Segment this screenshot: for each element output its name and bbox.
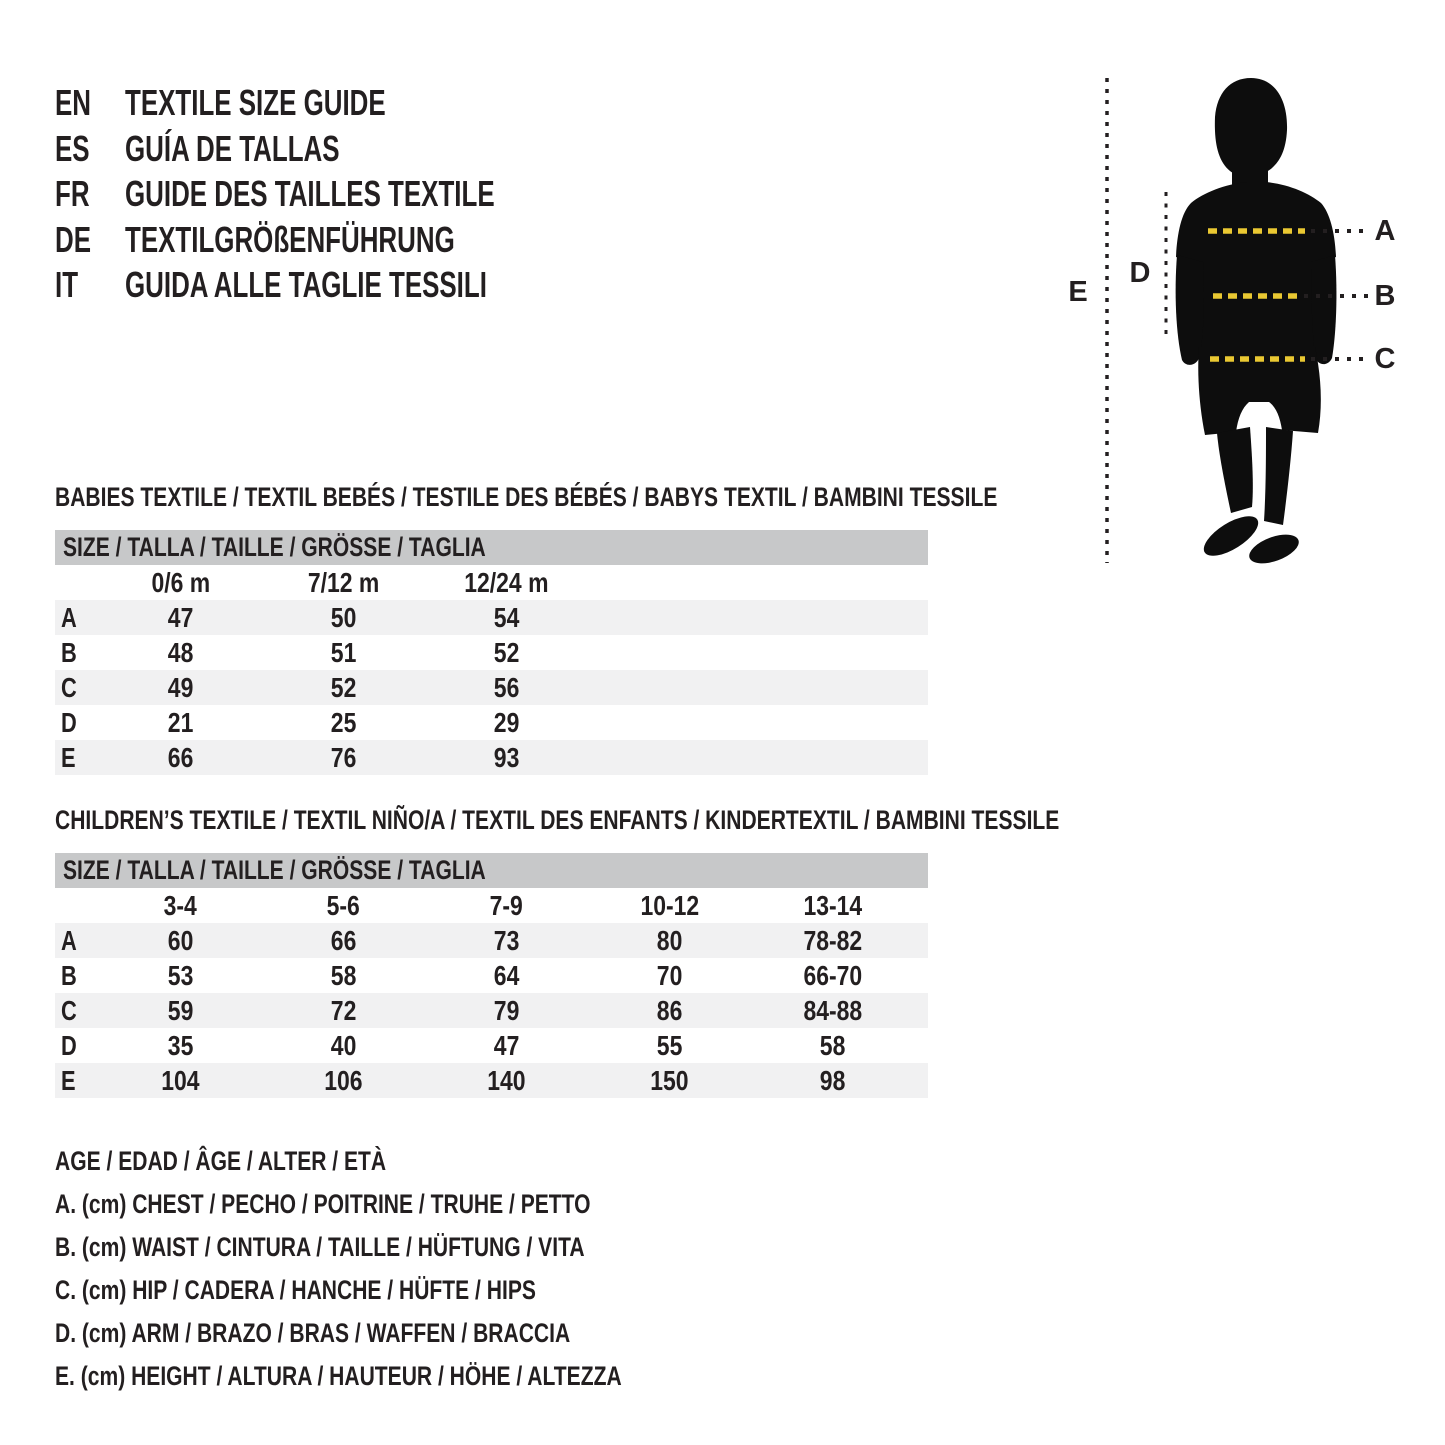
table-cell: 98 — [819, 1065, 846, 1096]
table-cell: 60 — [167, 925, 194, 956]
table-cell: 86 — [656, 995, 683, 1026]
babies-table-row-c — [55, 670, 928, 705]
legend-line-hip: C. (cm) HIP / CADERA / HANCHE / HÜFTE / HIPS — [55, 1275, 536, 1305]
table-cell: 70 — [656, 960, 683, 991]
table-cell: 51 — [330, 637, 357, 668]
legend-line-arm: D. (cm) ARM / BRAZO / BRAS / WAFFEN / BRACCIA — [55, 1318, 571, 1348]
figure-label-height: E — [1068, 276, 1088, 308]
children-column-header-row — [55, 888, 928, 923]
table-cell: 140 — [487, 1065, 526, 1096]
row-label-spacer — [55, 565, 99, 600]
language-code: IT — [55, 264, 79, 305]
language-code: ES — [55, 127, 90, 169]
guide-title-de: TEXTILGRÖßENFÜHRUNG — [125, 218, 455, 260]
guide-title-fr: GUIDE DES TAILLES TEXTILE — [125, 173, 495, 214]
table-cell: 53 — [167, 960, 194, 991]
table-cell: 35 — [167, 1030, 194, 1061]
table-cell: 104 — [161, 1065, 200, 1096]
table-cell: 66-70 — [803, 960, 862, 991]
guide-title-it: GUIDA ALLE TAGLIE TESSILI — [125, 264, 487, 305]
babies-table-row-b — [55, 635, 928, 670]
row-label: A — [61, 602, 77, 633]
table-cell: 66 — [167, 742, 194, 773]
table-cell: 93 — [493, 742, 520, 773]
table-cell: 21 — [167, 707, 194, 738]
table-cell: 58 — [330, 960, 357, 991]
table-cell: 66 — [330, 925, 357, 956]
children-size-table — [55, 853, 928, 1098]
table-cell: 64 — [493, 960, 520, 991]
table-cell: 76 — [330, 742, 357, 773]
row-label: B — [61, 637, 77, 668]
table-cell: 150 — [650, 1065, 689, 1096]
guide-title-es: GUÍA DE TALLAS — [125, 127, 340, 169]
table-cell: 54 — [493, 602, 520, 633]
table-cell: 58 — [819, 1030, 846, 1061]
table-cell: 73 — [493, 925, 520, 956]
column-header: 12/24 m — [464, 567, 549, 598]
table-cell: 50 — [330, 602, 357, 633]
table-cell: 29 — [493, 707, 520, 738]
children-table-row-b — [55, 958, 928, 993]
table-cell: 49 — [167, 672, 194, 703]
row-label: C — [61, 672, 77, 703]
column-header: 7/12 m — [307, 567, 380, 598]
row-label: B — [61, 960, 77, 991]
table-cell: 52 — [493, 637, 520, 668]
silhouette-right-leg — [1264, 427, 1293, 525]
silhouette-right-shoe — [1245, 529, 1302, 569]
babies-section-title: BABIES TEXTILE / TEXTIL BEBÉS / TESTILE DES BÉBÉS / BABYS TEXTIL / BAMBINI TESSILE — [55, 482, 998, 512]
table-cell: 52 — [330, 672, 357, 703]
column-header: 10-12 — [640, 890, 699, 921]
legend-line-age: AGE / EDAD / ÂGE / ALTER / ETÀ — [55, 1146, 387, 1176]
children-section-title: CHILDREN’S TEXTILE / TEXTIL NIÑO/A / TEXTIL DES ENFANTS / KINDERTEXTIL / BAMBINI TESSILE — [55, 805, 1060, 835]
table-cell: 84-88 — [803, 995, 862, 1026]
babies-size-header-bar: SIZE / TALLA / TAILLE / GRÖSSE / TAGLIA — [55, 530, 928, 565]
table-cell: 47 — [493, 1030, 520, 1061]
table-cell: 79 — [493, 995, 520, 1026]
row-label: C — [61, 995, 77, 1026]
language-code: DE — [55, 218, 92, 260]
figure-label-waist: B — [1374, 280, 1396, 312]
babies-table-row-e — [55, 740, 928, 775]
row-label: E — [61, 1065, 76, 1096]
row-label: E — [61, 742, 76, 773]
row-label: A — [61, 925, 77, 956]
babies-table-row-d — [55, 705, 928, 740]
measurement-legend — [55, 1144, 781, 1402]
babies-column-header-row — [55, 565, 928, 600]
children-table-row-c — [55, 993, 928, 1028]
legend-line-waist: B. (cm) WAIST / CINTURA / TAILLE / HÜFTUNG / VITA — [55, 1232, 585, 1262]
language-row-de — [55, 217, 638, 263]
language-row-en — [55, 80, 638, 126]
child-measurement-figure — [1040, 55, 1445, 600]
table-cell: 106 — [324, 1065, 363, 1096]
language-row-es — [55, 126, 638, 172]
legend-line-chest: A. (cm) CHEST / PECHO / POITRINE / TRUHE / PETTO — [55, 1189, 591, 1219]
figure-label-chest: A — [1374, 215, 1396, 247]
table-cell: 48 — [167, 637, 194, 668]
language-title-list — [55, 80, 638, 308]
figure-label-arm: D — [1129, 257, 1151, 289]
language-code: EN — [55, 82, 92, 123]
column-header: 3-4 — [163, 890, 198, 921]
children-table-row-e — [55, 1063, 928, 1098]
children-size-header-bar: SIZE / TALLA / TAILLE / GRÖSSE / TAGLIA — [55, 853, 928, 888]
row-label: D — [61, 1030, 77, 1061]
table-cell: 25 — [330, 707, 357, 738]
babies-size-table — [55, 530, 928, 775]
language-code: FR — [55, 173, 90, 214]
column-header: 0/6 m — [151, 567, 210, 598]
babies-table-row-a — [55, 600, 928, 635]
table-cell: 47 — [167, 602, 194, 633]
table-cell: 80 — [656, 925, 683, 956]
column-header: 7-9 — [489, 890, 524, 921]
children-table-row-a — [55, 923, 928, 958]
legend-line-height: E. (cm) HEIGHT / ALTURA / HAUTEUR / HÖHE / ALTEZZA — [55, 1361, 622, 1391]
column-header: 5-6 — [326, 890, 361, 921]
table-cell: 78-82 — [803, 925, 862, 956]
language-row-it — [55, 262, 638, 308]
table-cell: 56 — [493, 672, 520, 703]
table-cell: 59 — [167, 995, 194, 1026]
row-label: D — [61, 707, 77, 738]
table-cell: 40 — [330, 1030, 357, 1061]
column-header: 13-14 — [803, 890, 862, 921]
language-row-fr — [55, 171, 638, 217]
children-table-row-d — [55, 1028, 928, 1063]
table-cell: 55 — [656, 1030, 683, 1061]
table-cell: 72 — [330, 995, 357, 1026]
row-label-spacer — [55, 888, 99, 923]
guide-title-en: TEXTILE SIZE GUIDE — [125, 82, 386, 123]
figure-label-hip: C — [1374, 343, 1396, 375]
